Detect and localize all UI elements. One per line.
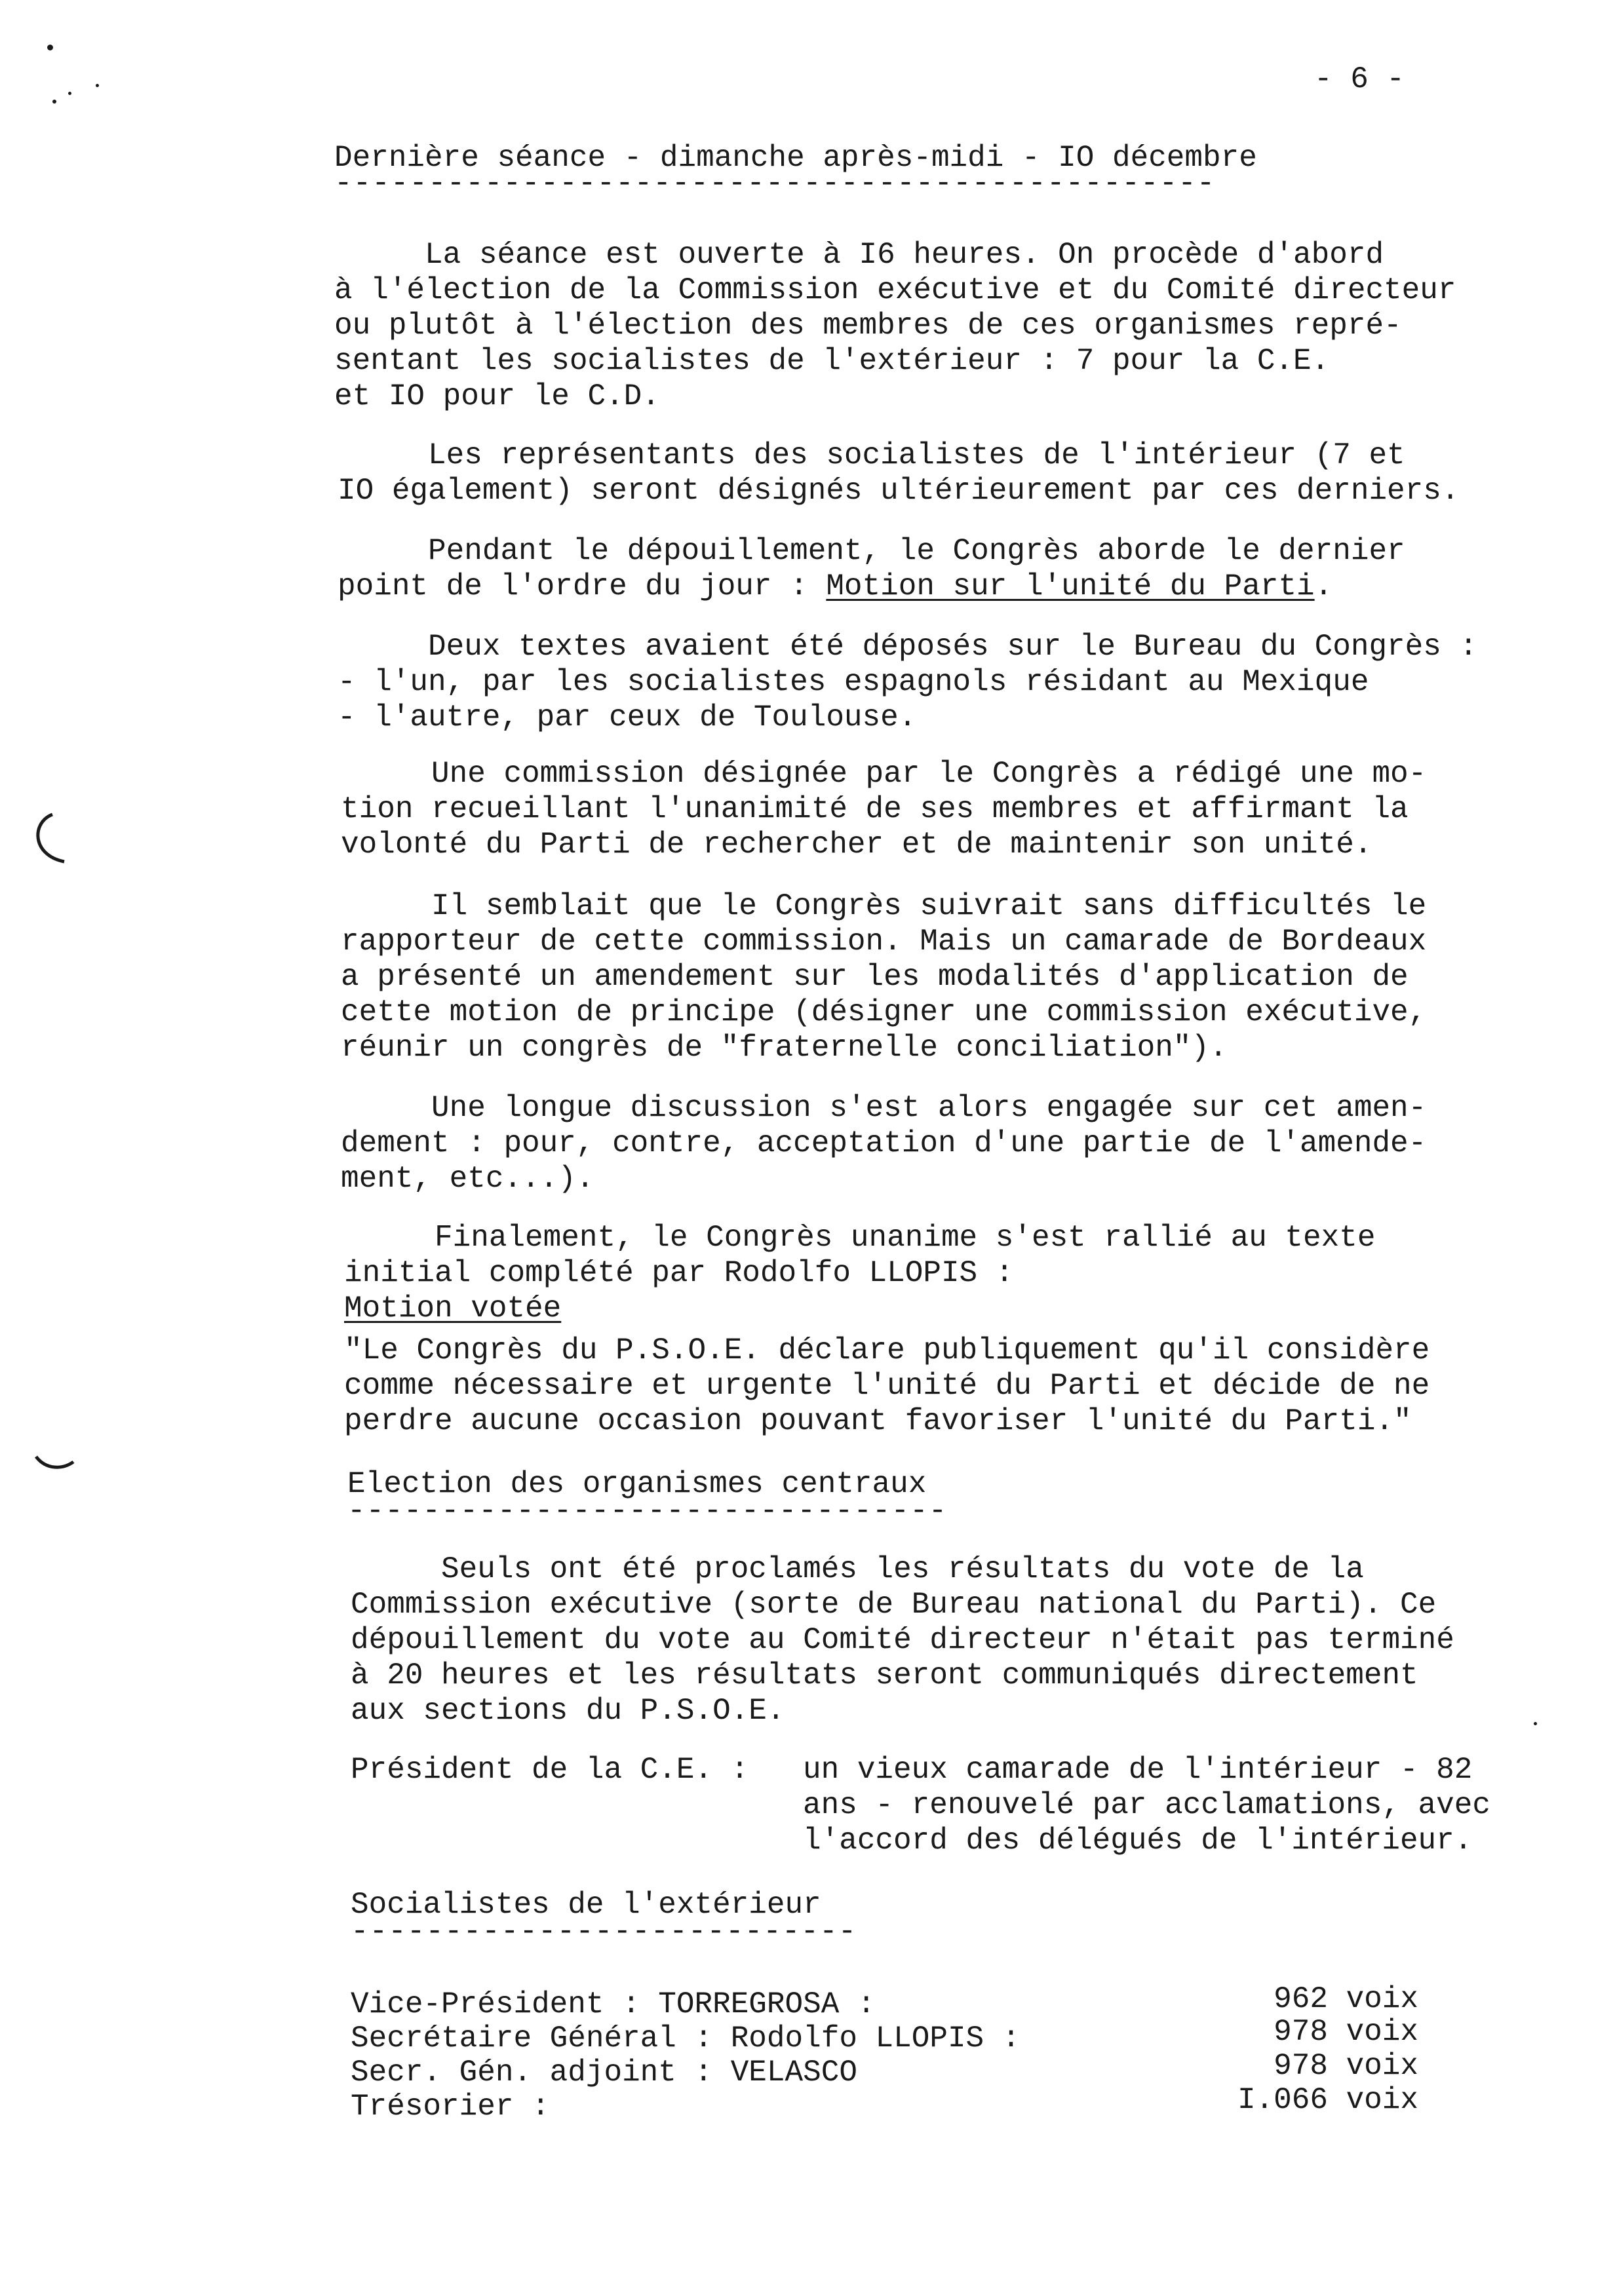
motion-line: comme nécessaire et urgente l'unité du Parti et décide de ne [344, 1369, 1430, 1403]
paragraph-line: Les représentants des socialistes de l'intérieur (7 et [338, 438, 1405, 472]
vote-count: 962 voix [1274, 1982, 1418, 2016]
paragraph-line: - l'un, par les socialistes espagnols résidant au Mexique [338, 665, 1369, 699]
vote-label: Vice-Président : TORREGROSA : [351, 1987, 876, 2021]
paragraph-line: sentant les socialistes de l'extérieur : 7 pour la C.E. [334, 344, 1330, 378]
vote-count: 978 voix [1274, 2015, 1418, 2049]
paragraph-line: volonté du Parti de rechercher et de maintenir son unité. [341, 828, 1372, 862]
president-line: l'accord des délégués de l'intérieur. [803, 1824, 1473, 1858]
motion-heading: Motion votée [344, 1292, 562, 1326]
dash-rule-1: ----------------------------------------------- [334, 166, 1216, 201]
margin-bracket-mark [26, 809, 79, 868]
paragraph-line: et IO pour le C.D. [334, 379, 660, 413]
section-heading: Dernière séance - dimanche après-midi - IO décembre [334, 141, 1257, 175]
exterior-heading: Socialistes de l'extérieur [351, 1888, 821, 1922]
paragraph-text: point de l'ordre du jour : [338, 569, 827, 603]
vote-label: Trésorier : [351, 2090, 550, 2124]
motion-line: "Le Congrès du P.S.O.E. déclare publiquement qu'il considère [344, 1333, 1430, 1368]
vote-label: Secrétaire Général : Rodolfo LLOPIS : [351, 2021, 1021, 2056]
paragraph-line: Pendant le dépouillement, le Congrès aborde le dernier [338, 534, 1405, 568]
paragraph-line: Finalement, le Congrès unanime s'est rallié au texte [344, 1221, 1376, 1255]
paragraph-line: Deux textes avaient été déposés sur le Bureau du Congrès : [338, 630, 1478, 664]
margin-curve-mark [33, 1451, 85, 1478]
margin-dot [68, 92, 71, 95]
paragraph-line: - l'autre, par ceux de Toulouse. [338, 700, 917, 735]
paragraph-line: ou plutôt à l'élection des membres de ces organismes repré- [334, 309, 1402, 343]
paragraph-line: cette motion de principe (désigner une commission exécutive, [341, 995, 1427, 1029]
election-line: Seuls ont été proclamés les résultats du vote de la [351, 1552, 1364, 1586]
page-number: - 6 - [1314, 62, 1405, 96]
election-line: aux sections du P.S.O.E. [351, 1694, 785, 1728]
paragraph-line: a présenté un amendement sur les modalités d'application de [341, 960, 1409, 994]
paragraph-line: tion recueillant l'unanimité de ses membres et affirmant la [341, 792, 1409, 826]
election-line: Commission exécutive (sorte de Bureau national du Parti). Ce [351, 1588, 1437, 1622]
paragraph-line: initial complété par Rodolfo LLOPIS : [344, 1256, 1014, 1290]
paragraph-line: La séance est ouverte à I6 heures. On procède d'abord [334, 238, 1384, 272]
paragraph-line [338, 569, 1333, 604]
motion-line: perdre aucune occasion pouvant favoriser l'unité du Parti." [344, 1404, 1412, 1438]
president-label: Président de la C.E. : [351, 1753, 749, 1787]
president-line: un vieux camarade de l'intérieur - 82 [803, 1753, 1473, 1787]
paragraph-line: IO également) seront désignés ultérieurement par ces derniers. [338, 474, 1460, 508]
margin-dot [96, 84, 99, 87]
margin-dot [1534, 1722, 1537, 1725]
vote-label: Secr. Gén. adjoint : VELASCO [351, 2056, 857, 2090]
paragraph-line: réunir un congrès de "fraternelle conciliation"). [341, 1031, 1228, 1065]
vote-count: I.066 voix [1237, 2083, 1418, 2117]
paragraph-text: . [1314, 569, 1333, 603]
paragraph-line: dement : pour, contre, acceptation d'une partie de l'amende- [341, 1126, 1427, 1160]
paragraph-line: Une commission désignée par le Congrès a rédigé une mo- [341, 757, 1427, 791]
paragraph-line: Une longue discussion s'est alors engagée sur cet amen- [341, 1091, 1427, 1125]
election-line: à 20 heures et les résultats seront communiqués directement [351, 1658, 1418, 1693]
paragraph-line: ment, etc...). [341, 1162, 594, 1196]
election-line: dépouillement du vote au Comité directeur n'était pas terminé [351, 1623, 1454, 1657]
margin-dot [47, 45, 53, 50]
election-heading: Election des organismes centraux [347, 1467, 927, 1501]
paragraph-line: rapporteur de cette commission. Mais un camarade de Bordeaux [341, 925, 1427, 959]
margin-dot [52, 100, 56, 104]
dash-rule-2: -------------------------------- [347, 1494, 948, 1528]
paragraph-line: à l'élection de la Commission exécutive et du Comité directeur [334, 273, 1456, 307]
dash-rule-3: --------------------------- [351, 1915, 857, 1949]
president-line: ans - renouvelé par acclamations, avec [803, 1788, 1490, 1822]
motion-topic-underlined: Motion sur l'unité du Parti [826, 569, 1315, 603]
paragraph-line: Il semblait que le Congrès suivrait sans difficultés le [341, 889, 1427, 923]
vote-count: 978 voix [1274, 2049, 1418, 2083]
